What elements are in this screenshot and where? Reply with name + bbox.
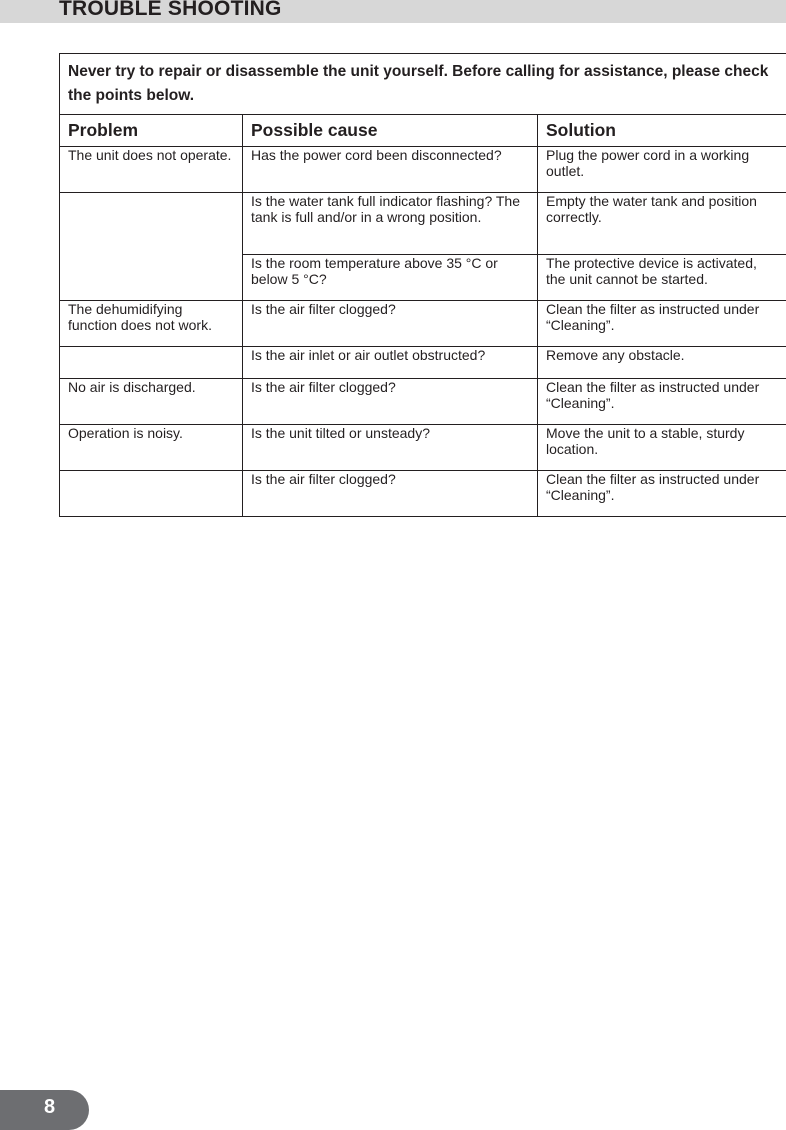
cause-cell: Is the air filter clogged? xyxy=(243,301,538,347)
table-row xyxy=(60,193,786,255)
table-row xyxy=(60,301,786,347)
cause-cell: Is the water tank full indicator flashing? The tank is full and/or in a wrong position. xyxy=(243,193,538,255)
problem-cell xyxy=(60,193,243,301)
intro-row xyxy=(60,54,786,115)
solution-cell: Empty the water tank and position correctly. xyxy=(538,193,786,255)
problem-cell: The dehumidifying function does not work. xyxy=(60,301,243,347)
solution-cell: Remove any obstacle. xyxy=(538,347,786,379)
table-row xyxy=(60,425,786,471)
problem-cell xyxy=(60,471,243,517)
column-header-cause: Possible cause xyxy=(243,115,538,147)
cause-cell: Has the power cord been disconnected? xyxy=(243,147,538,193)
column-header-problem: Problem xyxy=(60,115,243,147)
solution-cell: Clean the filter as instructed under “Cleaning”. xyxy=(538,379,786,425)
table-row xyxy=(60,471,786,517)
problem-cell xyxy=(60,347,243,379)
header-row xyxy=(60,115,786,147)
cause-cell: Is the unit tilted or unsteady? xyxy=(243,425,538,471)
solution-cell: Plug the power cord in a working outlet. xyxy=(538,147,786,193)
section-title: TROUBLE SHOOTING xyxy=(59,0,282,20)
table-row xyxy=(60,347,786,379)
cause-cell: Is the air inlet or air outlet obstructed? xyxy=(243,347,538,379)
cause-cell: Is the air filter clogged? xyxy=(243,379,538,425)
solution-cell: The protective device is activated, the unit cannot be started. xyxy=(538,255,786,301)
solution-cell: Clean the filter as instructed under “Cleaning”. xyxy=(538,301,786,347)
problem-cell: The unit does not operate. xyxy=(60,147,243,193)
table-row xyxy=(60,147,786,193)
cause-cell: Is the air filter clogged? xyxy=(243,471,538,517)
solution-cell: Move the unit to a stable, sturdy location. xyxy=(538,425,786,471)
table-row xyxy=(60,379,786,425)
page-number: 8 xyxy=(44,1096,56,1118)
cause-cell: Is the room temperature above 35 °C or below 5 °C? xyxy=(243,255,538,301)
solution-cell: Clean the filter as instructed under “Cleaning”. xyxy=(538,471,786,517)
intro-text: Never try to repair or disassemble the unit yourself. Before calling for assistance, please check the points below. xyxy=(60,54,786,115)
column-header-solution: Solution xyxy=(538,115,786,147)
problem-cell: Operation is noisy. xyxy=(60,425,243,471)
problem-cell: No air is discharged. xyxy=(60,379,243,425)
troubleshooting-table xyxy=(59,53,786,517)
